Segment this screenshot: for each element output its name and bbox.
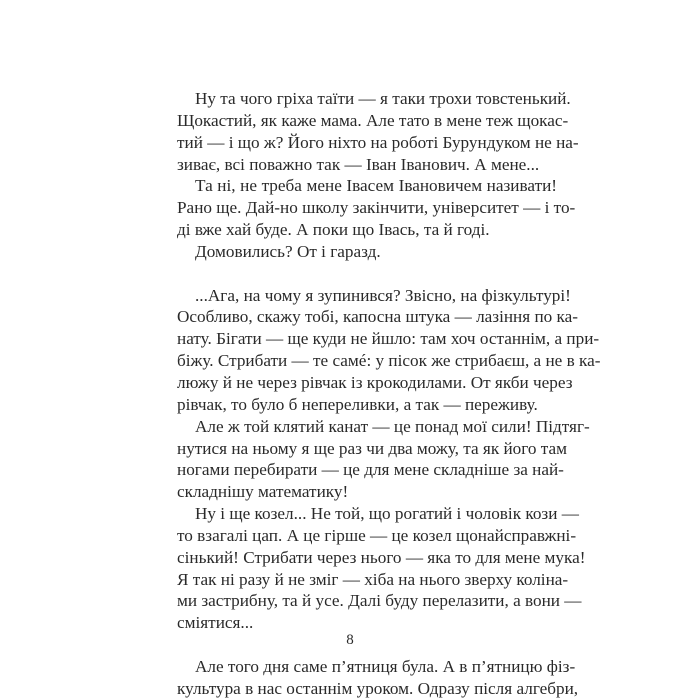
text-line: Але ж той клятий канат — це понад мої сили! Підтяг- [195, 416, 590, 436]
text-line: Щокастий, як каже мама. Але тато в мене теж щокас- [177, 110, 569, 130]
text-line: ді вже хай буде. А поки що Івась, та й годі. [177, 220, 490, 240]
text-line: Я так ні разу й не зміг — хіба на нього зверху коліна- [177, 569, 569, 589]
text-line: рівчак, то було б непереливки, а так — переживу. [177, 394, 538, 414]
paragraph [177, 656, 579, 700]
text-line: біжу. Стрибати — те самé: у пісок же стрибаєш, а не в ка- [177, 351, 601, 371]
text-line: сміятися... [177, 613, 254, 633]
text-line: нутися на ньому я ще раз чи два можу, та як його там [177, 438, 568, 458]
text-line: сінький! Стрибати через нього — яка то для мене мука! [177, 547, 586, 567]
section-break [177, 263, 557, 285]
page-body [177, 88, 601, 700]
text-line: складнішу математику! [177, 482, 349, 502]
paragraph [177, 88, 579, 175]
text-line: тий — і що ж? Його ніхто на роботі Бурундуком не на- [177, 132, 579, 152]
page-number: 8 [346, 632, 354, 648]
text-line: Ну та чого гріха таїти — я таки трохи товстенький. [195, 89, 571, 108]
text-line: ...Ага, на чому я зупинився? Звісно, на фізкультурі! [195, 285, 571, 305]
text-line: Ну і ще козел... Не той, що рогатий і чоловік кози — [195, 504, 579, 524]
text-line: люжу й не через рівчак із крокодилами. От якби через [177, 372, 573, 392]
text-line: Особливо, скажу тобі, капосна штука — лазіння по ка- [177, 307, 578, 327]
text-line: Але того дня саме п’ятниця була. А в п’ятницю фіз- [195, 656, 576, 676]
text-line: то взагалі цап. А це гірше — це козел щонайсправжні- [177, 525, 577, 545]
paragraph [177, 285, 601, 416]
text-line: нату. Бігати — ще куди не йшло: там хоч останнім, а при- [177, 329, 600, 349]
paragraph [177, 175, 576, 241]
text-line: Домовились? От і гаразд. [195, 241, 381, 261]
paragraph [177, 416, 590, 503]
paragraph [177, 241, 557, 263]
text-line: ми застрибну, та й усе. Далі буду перелазити, а вони — [177, 591, 582, 611]
text-line: зиває, всі поважно так — Іван Іванович. А мене... [177, 154, 540, 174]
text-line: культура в нас останнім уроком. Одразу після алгебри, [177, 678, 579, 698]
text-line: Рано ще. Дай-но школу закінчити, університет — і то- [177, 198, 576, 218]
text-line: ногами перебирати — це для мене складніше за най- [177, 460, 564, 480]
paragraph [177, 503, 586, 634]
text-line: Та ні, не треба мене Івасем Івановичем називати! [195, 176, 557, 196]
